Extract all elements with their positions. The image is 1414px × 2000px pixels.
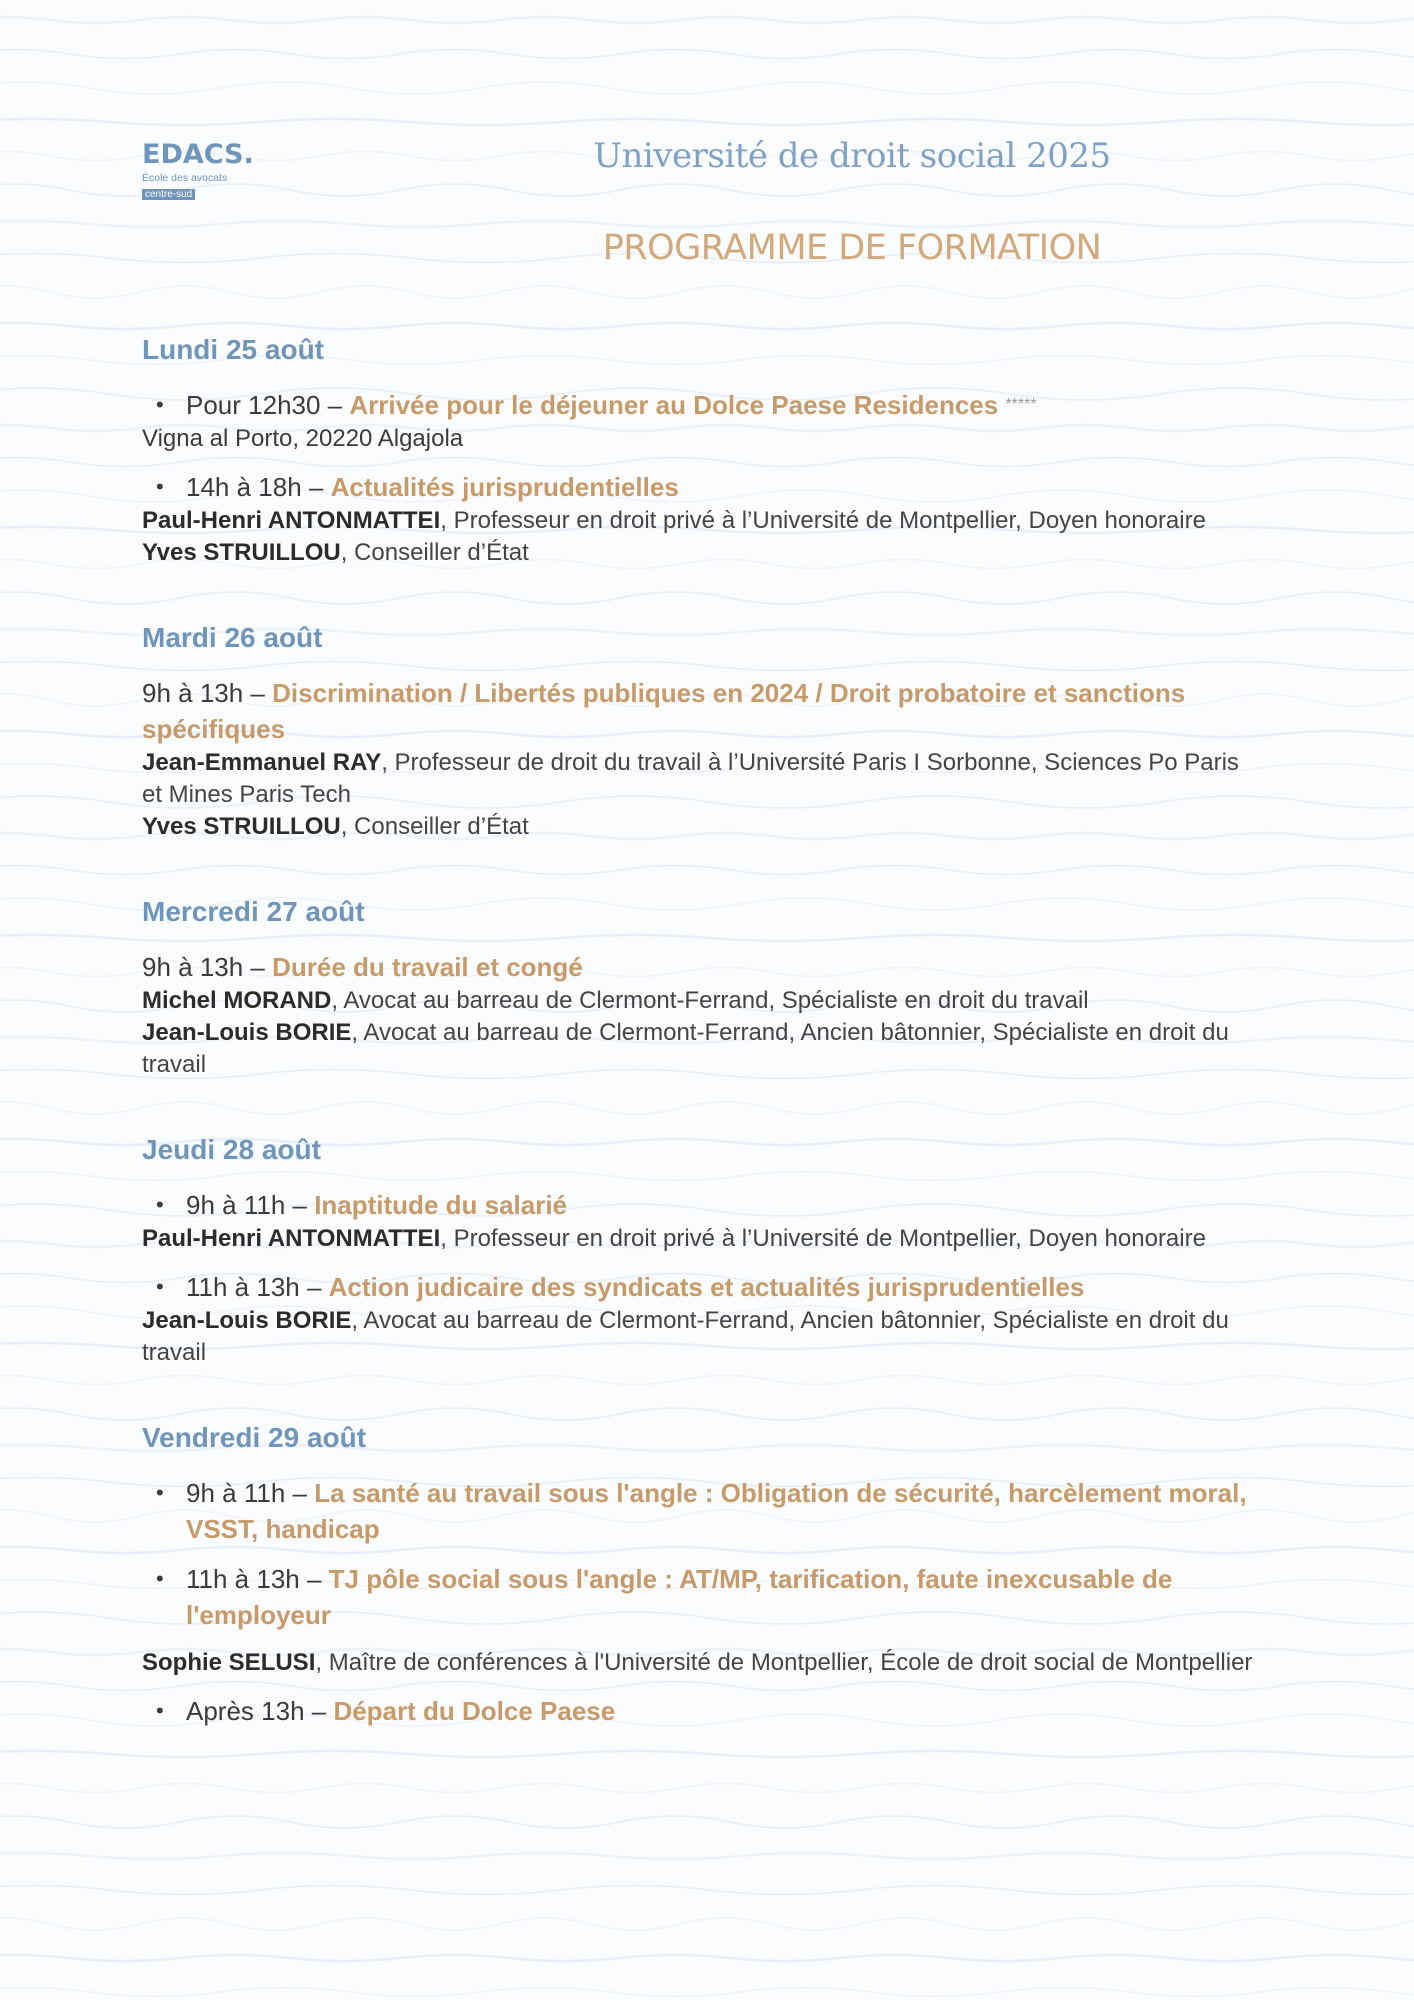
session-time: 14h à 18h – [186,472,331,502]
speaker-role: , Conseiller d’État [340,539,529,566]
speaker-name: Michel MORAND [142,987,332,1014]
session-time: 9h à 13h – [142,952,273,982]
logo-subtitle: École des avocats [142,172,228,184]
session-line [142,1269,1262,1305]
session-topic: Discrimination / Libertés publiques en 2024 / Droit probatoire et sanctions spécifiques [142,678,1186,744]
session-topic: TJ pôle social sous l'angle : AT/MP, tarification, faute inexcusable de l'employeur [186,1564,1173,1630]
day-tuesday [142,619,1262,843]
speaker-role: , Maître de conférences à l'Université de Montpellier, École de droit social de Montpellier [315,1649,1253,1676]
document-subtitle: PROGRAMME DE FORMATION [602,228,1102,268]
speaker-role: , Conseiller d’État [340,813,529,840]
speaker [142,985,1262,1017]
day-heading: Lundi 25 août [142,334,324,365]
speaker-name: Paul-Henri ANTONMATTEI [142,507,441,534]
session-inaptitude [142,1187,1262,1255]
session-time: 11h à 13h – [186,1272,329,1302]
session-actualites [142,469,1262,569]
session-topic: Inaptitude du salarié [314,1190,568,1220]
session-time: Après 13h – [186,1696,334,1726]
session-duree-travail [142,949,1262,1081]
day-heading: Jeudi 28 août [142,1134,321,1165]
session-time: 9h à 13h – [142,678,273,708]
session-arrival [142,387,1262,455]
hotel-stars: ***** [1005,396,1037,413]
session-action-syndicats [142,1269,1262,1369]
speaker-role: , Professeur en droit privé à l’Université de Montpellier, Doyen honoraire [440,1225,1206,1252]
session-topic: Arrivée pour le déjeuner au Dolce Paese Residences [349,390,999,420]
speaker-name: Jean-Louis BORIE [142,1019,352,1046]
speaker-role: , Avocat au barreau de Clermont-Ferrand, Ancien bâtonnier, Spécialiste en droit du travail [142,1307,1229,1366]
session-topic: Actualités jurisprudentielles [330,472,679,502]
session-line [142,469,1262,505]
session-depart [142,1693,1262,1729]
friday-speaker-block [142,1647,1262,1679]
day-monday [142,331,1262,569]
session-line [142,1475,1262,1547]
speaker [142,537,1262,569]
speaker [142,1647,1262,1679]
session-line [142,1187,1262,1223]
logo-wordmark: EDACS. [142,139,254,170]
day-heading: Vendredi 29 août [142,1422,367,1453]
day-heading: Mardi 26 août [142,622,323,653]
speaker-name: Paul-Henri ANTONMATTEI [142,1225,441,1252]
speaker [142,1223,1262,1255]
day-wednesday [142,893,1262,1081]
session-time: 9h à 11h – [186,1478,315,1508]
session-discrimination [142,675,1262,843]
day-heading: Mercredi 27 août [142,896,365,927]
venue-address: Vigna al Porto, 20220 Algajola [142,425,464,452]
session-topic: Départ du Dolce Paese [333,1696,616,1726]
session-topic: La santé au travail sous l'angle : Obligation de sécurité, harcèlement moral, VSST, handicap [186,1478,1247,1544]
session-line [142,949,1262,985]
logo-tag: centre-sud [142,189,195,200]
speaker-name: Jean-Emmanuel RAY [142,749,382,776]
session-line [142,1693,1262,1729]
speaker [142,811,1262,843]
session-topic: Action judicaire des syndicats et actualités jurisprudentielles [328,1272,1085,1302]
speaker [142,505,1262,537]
session-time: Pour 12h30 – [186,390,350,420]
speaker-role: , Professeur en droit privé à l’Université de Montpellier, Doyen honoraire [440,507,1206,534]
speaker [142,1305,1262,1369]
document-title: Université de droit social 2025 [593,136,1111,176]
day-thursday [142,1131,1262,1369]
speaker-name: Yves STRUILLOU [142,813,341,840]
day-friday [142,1419,1262,1729]
speaker [142,747,1262,811]
speaker [142,1017,1262,1081]
programme-content [142,331,1262,1729]
session-topic: Durée du travail et congé [272,952,583,982]
session-tj-pole-social [142,1561,1262,1633]
session-line [142,387,1262,423]
session-sante-travail [142,1475,1262,1547]
session-line [142,1561,1262,1633]
session-line [142,675,1262,747]
speaker-name: Jean-Louis BORIE [142,1307,352,1334]
session-time: 11h à 13h – [186,1564,329,1594]
speaker-name: Sophie SELUSI [142,1649,316,1676]
session-time: 9h à 11h – [186,1190,315,1220]
speaker-role: , Professeur de droit du travail à l’Université Paris I Sorbonne, Sciences Po Paris et Mines Paris Tech [142,749,1239,808]
speaker-name: Yves STRUILLOU [142,539,341,566]
speaker-role: , Avocat au barreau de Clermont-Ferrand, Ancien bâtonnier, Spécialiste en droit du travail [142,1019,1229,1078]
speaker-role: , Avocat au barreau de Clermont-Ferrand, Spécialiste en droit du travail [331,987,1089,1014]
